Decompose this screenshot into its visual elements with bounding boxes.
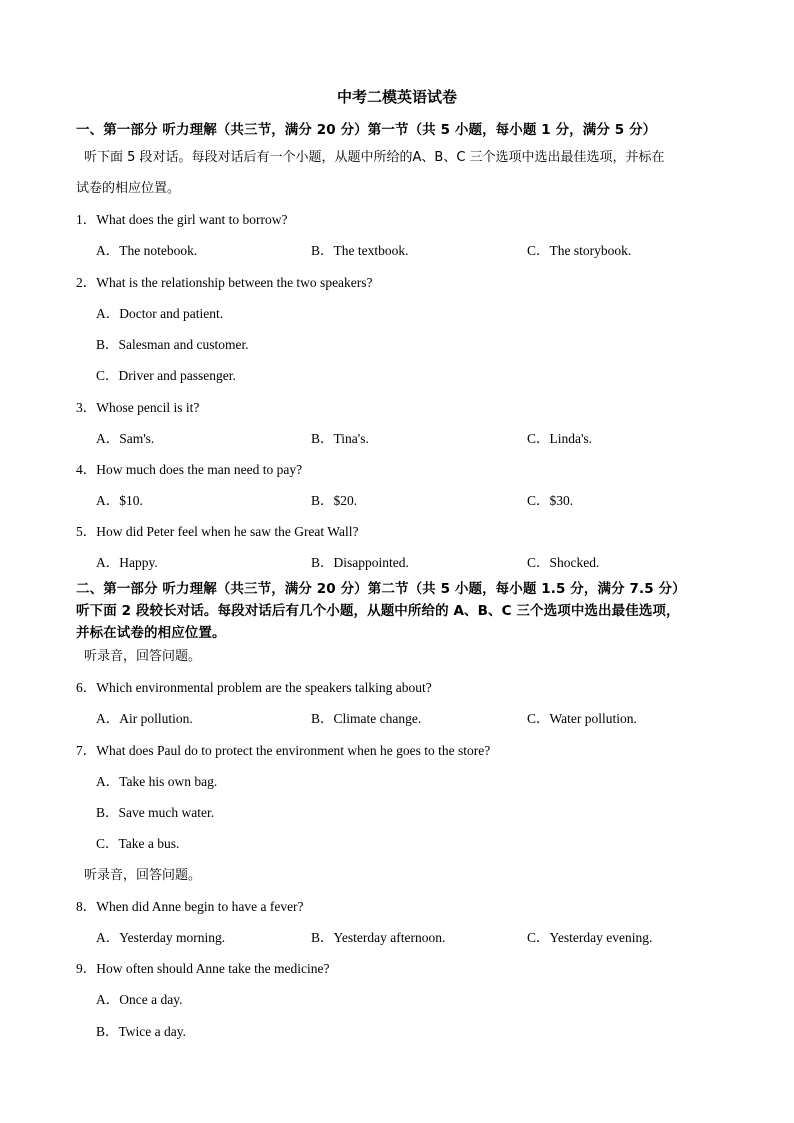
question-7: 7．What does Paul do to protect the environment when he goes to the store? [76, 743, 491, 758]
question-3: 3．Whose pencil is it? [76, 400, 200, 415]
q6-option-c: C．Water pollution. [527, 711, 637, 726]
listen-prompt-1: 听录音，回答问题。 [84, 649, 202, 664]
q2-option-c: C．Driver and passenger. [96, 368, 236, 383]
q9-option-a: A．Once a day. [96, 992, 183, 1007]
q2-option-a: A．Doctor and patient. [96, 306, 224, 321]
q4-option-c: C．$30. [527, 493, 574, 508]
q7-option-a: A．Take his own bag. [96, 774, 218, 789]
q1-option-b: B．The textbook. [311, 243, 409, 258]
page-title: 中考二模英语试卷 [336, 88, 457, 106]
q7-option-b: B．Save much water. [96, 805, 215, 820]
q9-option-b: B．Twice a day. [96, 1024, 187, 1039]
q8-option-b: B．Yesterday afternoon. [311, 930, 446, 945]
q6-option-a: A．Air pollution. [96, 711, 193, 726]
q1-option-a: A．The notebook. [96, 243, 198, 258]
question-8: 8．When did Anne begin to have a fever? [76, 899, 304, 914]
question-5: 5．How did Peter feel when he saw the Great Wall? [76, 524, 359, 539]
q6-option-b: B．Climate change. [311, 711, 422, 726]
q5-option-b: B．Disappointed. [311, 555, 409, 570]
section1-instruction-line2: 试卷的相应位置。 [76, 181, 181, 196]
q8-option-c: C．Yesterday evening. [527, 930, 653, 945]
section2-heading-line3: 并标在试卷的相应位置。 [76, 625, 226, 641]
q5-option-c: C．Shocked. [527, 555, 600, 570]
q4-option-a: A．$10. [96, 493, 143, 508]
question-6: 6．Which environmental problem are the speakers talking about? [76, 680, 432, 695]
section2-heading-line1: 二、第一部分 听力理解（共三节，满分 20 分）第二节（共 5 小题，每小题 1.5 分，满分 7.5 分） [76, 581, 686, 597]
question-2: 2．What is the relationship between the two speakers? [76, 275, 373, 290]
q7-option-c: C．Take a bus. [96, 836, 180, 851]
question-1: 1．What does the girl want to borrow? [76, 212, 288, 227]
section1-instruction-line1: 听下面 5 段对话。每段对话后有一个小题，从题中所给的A、B、C 三个选项中选出最佳选项，并标在 [84, 150, 665, 165]
section2-heading-line2: 听下面 2 段较长对话。每段对话后有几个小题，从题中所给的 A、B、C 三个选项中选出最佳选项， [76, 603, 680, 619]
section1-heading: 一、第一部分 听力理解（共三节，满分 20 分）第一节（共 5 小题，每小题 1 分，满分 5 分） [76, 122, 657, 138]
question-4: 4．How much does the man need to pay? [76, 462, 303, 477]
listen-prompt-2: 听录音，回答问题。 [84, 868, 202, 883]
q3-option-a: A．Sam's. [96, 431, 155, 446]
q8-option-a: A．Yesterday morning. [96, 930, 226, 945]
q4-option-b: B．$20. [311, 493, 358, 508]
question-9: 9．How often should Anne take the medicine? [76, 961, 330, 976]
q2-option-b: B．Salesman and customer. [96, 337, 249, 352]
q3-option-c: C．Linda's. [527, 431, 593, 446]
q1-option-c: C．The storybook. [527, 243, 632, 258]
q3-option-b: B．Tina's. [311, 431, 369, 446]
q5-option-a: A．Happy. [96, 555, 158, 570]
